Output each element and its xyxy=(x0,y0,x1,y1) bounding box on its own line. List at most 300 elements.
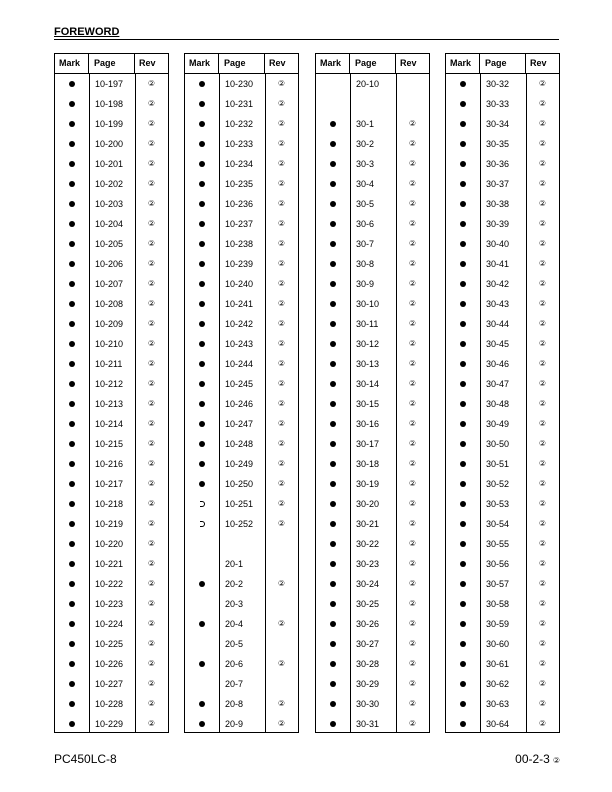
table-row xyxy=(185,474,298,494)
revision-cell: ② xyxy=(277,99,286,108)
page-number-cell: 10-242 xyxy=(225,319,254,329)
filled-circle-icon xyxy=(69,481,75,487)
revision-cell: ② xyxy=(277,579,286,588)
table-row xyxy=(446,254,559,274)
page-number: 00-2-3 xyxy=(515,752,550,766)
change-mark xyxy=(55,694,89,714)
filled-circle-icon xyxy=(460,341,466,347)
table-row xyxy=(185,594,298,614)
table-row xyxy=(316,354,429,374)
filled-circle-icon xyxy=(69,121,75,127)
change-mark xyxy=(316,214,350,234)
page-number-cell: 30-32 xyxy=(486,79,510,89)
change-mark xyxy=(185,514,219,534)
page-number-cell: 30-45 xyxy=(486,339,510,349)
table-row xyxy=(55,594,168,614)
table-row xyxy=(446,74,559,94)
revision-cell: ② xyxy=(408,479,417,488)
change-mark xyxy=(446,234,480,254)
table-row xyxy=(446,114,559,134)
table-row xyxy=(316,134,429,154)
filled-circle-icon xyxy=(330,621,336,627)
revision-cell: ② xyxy=(408,559,417,568)
change-mark xyxy=(316,294,350,314)
filled-circle-icon xyxy=(199,221,205,227)
revision-cell: ② xyxy=(147,519,156,528)
revision-cell: ② xyxy=(408,139,417,148)
revision-cell: ② xyxy=(147,339,156,348)
footer-page-number xyxy=(515,752,560,766)
column-header-page: Page xyxy=(219,54,265,73)
revision-cell: ② xyxy=(538,359,547,368)
revision-cell: ② xyxy=(147,319,156,328)
filled-circle-icon xyxy=(69,701,75,707)
table-row xyxy=(185,74,298,94)
table-row xyxy=(55,674,168,694)
change-mark xyxy=(185,474,219,494)
page-number-cell: 10-225 xyxy=(95,639,124,649)
page-number-cell: 10-207 xyxy=(95,279,124,289)
table-row xyxy=(55,654,168,674)
page-number-cell: 10-245 xyxy=(225,379,254,389)
change-mark xyxy=(446,414,480,434)
change-mark xyxy=(185,394,219,414)
column-header-mark: Mark xyxy=(446,54,480,73)
revision-cell: ② xyxy=(538,299,547,308)
revision-cell: ② xyxy=(147,219,156,228)
page-number-cell: 30-43 xyxy=(486,299,510,309)
revision-cell: ② xyxy=(538,659,547,668)
table-row xyxy=(55,694,168,714)
revision-cell: ② xyxy=(408,299,417,308)
change-mark xyxy=(316,254,350,274)
change-mark xyxy=(446,454,480,474)
change-mark xyxy=(55,174,89,194)
table-row xyxy=(446,454,559,474)
page-number-cell: 30-38 xyxy=(486,199,510,209)
table-row xyxy=(316,574,429,594)
page-number-cell: 30-24 xyxy=(356,579,380,589)
revision-cell: ② xyxy=(538,619,547,628)
table-row xyxy=(55,354,168,374)
page-number-cell: 10-203 xyxy=(95,199,124,209)
revision-cell: ② xyxy=(147,199,156,208)
table-row xyxy=(55,214,168,234)
revision-cell: ② xyxy=(277,499,286,508)
revision-cell: ② xyxy=(277,159,286,168)
revision-cell: ② xyxy=(538,639,547,648)
filled-circle-icon xyxy=(330,261,336,267)
revision-cell: ② xyxy=(538,119,547,128)
change-mark xyxy=(55,674,89,694)
table-row xyxy=(316,94,429,114)
filled-circle-icon xyxy=(69,601,75,607)
table-row xyxy=(446,694,559,714)
change-mark xyxy=(55,654,89,674)
revision-cell: ② xyxy=(538,499,547,508)
table-row xyxy=(55,294,168,314)
filled-circle-icon xyxy=(69,541,75,547)
filled-circle-icon xyxy=(199,201,205,207)
change-mark xyxy=(185,234,219,254)
change-mark xyxy=(316,574,350,594)
revision-cell: ② xyxy=(408,359,417,368)
table-row xyxy=(446,574,559,594)
table-row xyxy=(55,194,168,214)
table-row xyxy=(446,634,559,654)
page-number-cell: 20-10 xyxy=(356,79,380,89)
table-row xyxy=(55,374,168,394)
revision-cell: ② xyxy=(147,139,156,148)
table-row xyxy=(55,434,168,454)
change-mark xyxy=(185,334,219,354)
table-body xyxy=(55,74,168,732)
revision-cell: ② xyxy=(147,719,156,728)
revision-cell: ② xyxy=(147,599,156,608)
filled-circle-icon xyxy=(460,721,466,727)
filled-circle-icon xyxy=(69,261,75,267)
change-mark xyxy=(446,254,480,274)
page-number-cell: 30-64 xyxy=(486,719,510,729)
revision-cell: ② xyxy=(538,239,547,248)
filled-circle-icon xyxy=(69,301,75,307)
filled-circle-icon xyxy=(69,321,75,327)
change-mark xyxy=(446,274,480,294)
change-mark xyxy=(446,654,480,674)
table-row xyxy=(316,154,429,174)
table-body xyxy=(185,74,298,732)
table-row xyxy=(316,254,429,274)
change-mark xyxy=(185,654,219,674)
change-mark xyxy=(55,474,89,494)
page-number-cell: 30-7 xyxy=(356,239,375,249)
table-row xyxy=(446,714,559,734)
change-mark xyxy=(55,354,89,374)
table-row xyxy=(316,334,429,354)
table-header xyxy=(55,54,168,74)
page-number-cell: 10-212 xyxy=(95,379,124,389)
filled-circle-icon xyxy=(460,301,466,307)
revision-cell: ② xyxy=(147,379,156,388)
filled-circle-icon xyxy=(330,221,336,227)
change-mark xyxy=(185,374,219,394)
revision-cell: ② xyxy=(538,159,547,168)
filled-circle-icon xyxy=(199,241,205,247)
revision-cell: ② xyxy=(147,99,156,108)
page-number-cell: 30-47 xyxy=(486,379,510,389)
filled-circle-icon xyxy=(330,601,336,607)
change-mark xyxy=(185,434,219,454)
change-mark xyxy=(446,294,480,314)
table-row xyxy=(55,234,168,254)
revision-cell: ② xyxy=(147,659,156,668)
table-row xyxy=(316,494,429,514)
change-mark xyxy=(55,294,89,314)
page-number-cell: 30-25 xyxy=(356,599,380,609)
page-number-cell: 30-13 xyxy=(356,359,380,369)
table-row xyxy=(316,614,429,634)
change-mark xyxy=(55,634,89,654)
table-row xyxy=(185,194,298,214)
page-number-cell: 10-250 xyxy=(225,479,254,489)
table-row xyxy=(55,174,168,194)
change-mark xyxy=(185,574,219,594)
filled-circle-icon xyxy=(460,181,466,187)
page-number-cell: 30-10 xyxy=(356,299,380,309)
revision-cell: ② xyxy=(538,279,547,288)
change-mark xyxy=(446,534,480,554)
table-row xyxy=(446,434,559,454)
column-header-mark: Mark xyxy=(55,54,89,73)
change-mark xyxy=(316,334,350,354)
table-row xyxy=(446,314,559,334)
table-row xyxy=(55,134,168,154)
revision-cell: ② xyxy=(538,719,547,728)
page-number-cell: 30-39 xyxy=(486,219,510,229)
page-number-cell: 10-228 xyxy=(95,699,124,709)
change-mark xyxy=(55,374,89,394)
revision-cell: ② xyxy=(277,139,286,148)
revision-cell: ② xyxy=(538,579,547,588)
filled-circle-icon xyxy=(69,721,75,727)
table-row xyxy=(316,294,429,314)
filled-circle-icon xyxy=(69,161,75,167)
revision-cell: ② xyxy=(147,499,156,508)
change-mark xyxy=(185,254,219,274)
table-row xyxy=(316,414,429,434)
filled-circle-icon xyxy=(199,421,205,427)
revision-cell: ② xyxy=(277,359,286,368)
revision-cell: ② xyxy=(408,719,417,728)
filled-circle-icon xyxy=(460,381,466,387)
filled-circle-icon xyxy=(460,681,466,687)
page-number-cell: 10-247 xyxy=(225,419,254,429)
filled-circle-icon xyxy=(199,441,205,447)
page-number-cell: 30-8 xyxy=(356,259,375,269)
table-row xyxy=(55,394,168,414)
page-number-cell: 10-219 xyxy=(95,519,124,529)
revision-cell: ② xyxy=(277,179,286,188)
page-number-cell: 20-2 xyxy=(225,579,244,589)
table-row xyxy=(185,214,298,234)
change-mark xyxy=(316,714,350,734)
change-mark xyxy=(55,114,89,134)
revision-cell: ② xyxy=(408,519,417,528)
revision-cell: ② xyxy=(147,279,156,288)
change-mark xyxy=(55,274,89,294)
filled-circle-icon xyxy=(69,441,75,447)
page-number-cell: 30-46 xyxy=(486,359,510,369)
page-number-cell: 30-31 xyxy=(356,719,380,729)
revision-cell: ② xyxy=(538,79,547,88)
revision-cell: ② xyxy=(277,339,286,348)
change-mark xyxy=(185,214,219,234)
revision-cell: ② xyxy=(147,479,156,488)
page-number-cell: 20-4 xyxy=(225,619,244,629)
page-number-cell: 10-197 xyxy=(95,79,124,89)
change-mark xyxy=(185,354,219,374)
page-number-cell: 30-4 xyxy=(356,179,375,189)
filled-circle-icon xyxy=(69,521,75,527)
table-row xyxy=(185,94,298,114)
table-row xyxy=(55,114,168,134)
change-mark xyxy=(185,194,219,214)
page-number-cell: 10-216 xyxy=(95,459,124,469)
change-mark xyxy=(446,674,480,694)
change-mark xyxy=(55,154,89,174)
change-mark xyxy=(446,514,480,534)
change-mark xyxy=(55,214,89,234)
column-header-page: Page xyxy=(480,54,526,73)
table-row xyxy=(316,694,429,714)
revision-cell: ② xyxy=(408,379,417,388)
page-number-cell: 30-52 xyxy=(486,479,510,489)
page-number-cell: 10-248 xyxy=(225,439,254,449)
change-mark xyxy=(446,374,480,394)
table-row xyxy=(55,314,168,334)
filled-circle-icon xyxy=(330,501,336,507)
table-row xyxy=(185,434,298,454)
change-mark xyxy=(185,114,219,134)
table-row xyxy=(55,494,168,514)
revision-cell: ② xyxy=(147,459,156,468)
revision-cell: ② xyxy=(277,219,286,228)
page-number-cell: 10-209 xyxy=(95,319,124,329)
revision-cell: ② xyxy=(277,259,286,268)
page-number-cell: 10-230 xyxy=(225,79,254,89)
filled-circle-icon xyxy=(460,161,466,167)
table-row xyxy=(446,554,559,574)
page-number-cell: 30-3 xyxy=(356,159,375,169)
revision-cell: ② xyxy=(408,699,417,708)
column-header-rev: Rev xyxy=(269,58,286,68)
filled-circle-icon xyxy=(460,281,466,287)
revision-cell: ② xyxy=(408,659,417,668)
change-mark xyxy=(55,254,89,274)
change-mark xyxy=(316,474,350,494)
filled-circle-icon xyxy=(199,321,205,327)
table-row xyxy=(316,374,429,394)
revision-cell: ② xyxy=(277,79,286,88)
table-row xyxy=(185,574,298,594)
revision-cell: ② xyxy=(408,419,417,428)
revision-cell: ② xyxy=(538,679,547,688)
filled-circle-icon xyxy=(199,661,205,667)
page-number-cell: 10-224 xyxy=(95,619,124,629)
filled-circle-icon xyxy=(69,681,75,687)
table-row xyxy=(55,154,168,174)
change-mark xyxy=(55,594,89,614)
table-row xyxy=(55,274,168,294)
table-row xyxy=(55,334,168,354)
revision-cell: ② xyxy=(147,679,156,688)
change-mark xyxy=(185,494,219,514)
page-number-cell: 10-200 xyxy=(95,139,124,149)
page-number-cell: 30-50 xyxy=(486,439,510,449)
page-number-cell: 10-234 xyxy=(225,159,254,169)
change-mark xyxy=(55,394,89,414)
table-row xyxy=(316,114,429,134)
revision-cell: ② xyxy=(408,259,417,268)
table-row xyxy=(185,414,298,434)
change-mark xyxy=(316,274,350,294)
revision-cell: ② xyxy=(147,399,156,408)
table-row xyxy=(55,254,168,274)
filled-circle-icon xyxy=(69,141,75,147)
revision-cell: ② xyxy=(538,559,547,568)
change-mark xyxy=(446,714,480,734)
filled-circle-icon xyxy=(330,441,336,447)
page-number-cell: 30-42 xyxy=(486,279,510,289)
change-mark xyxy=(446,634,480,654)
filled-circle-icon xyxy=(460,641,466,647)
page-number-cell: 10-221 xyxy=(95,559,124,569)
filled-circle-icon xyxy=(69,181,75,187)
change-mark xyxy=(55,514,89,534)
page-number-cell: 10-218 xyxy=(95,499,124,509)
filled-circle-icon xyxy=(69,281,75,287)
column-header-page: Page xyxy=(350,54,396,73)
revision-cell: ② xyxy=(538,699,547,708)
change-mark xyxy=(55,314,89,334)
revision-cell: ② xyxy=(408,179,417,188)
filled-circle-icon xyxy=(69,561,75,567)
revision-cell: ② xyxy=(538,399,547,408)
change-mark xyxy=(316,354,350,374)
table-row xyxy=(185,634,298,654)
filled-circle-icon xyxy=(69,241,75,247)
column-header-mark: Mark xyxy=(185,54,219,73)
filled-circle-icon xyxy=(330,521,336,527)
page-revision-mark: ② xyxy=(552,756,560,765)
revision-cell: ② xyxy=(538,259,547,268)
change-mark xyxy=(185,154,219,174)
page-number-cell: 20-8 xyxy=(225,699,244,709)
table-row xyxy=(446,94,559,114)
table-row xyxy=(446,334,559,354)
filled-circle-icon xyxy=(330,701,336,707)
change-mark xyxy=(185,274,219,294)
page-number-cell: 10-235 xyxy=(225,179,254,189)
revision-cell: ② xyxy=(277,319,286,328)
revision-cell: ② xyxy=(277,299,286,308)
change-mark xyxy=(55,334,89,354)
change-mark xyxy=(446,334,480,354)
page-number-cell: 30-1 xyxy=(356,119,375,129)
table-row xyxy=(185,234,298,254)
table-row xyxy=(185,314,298,334)
revision-cell: ② xyxy=(408,279,417,288)
revision-cell: ② xyxy=(408,339,417,348)
page-number-cell: 30-36 xyxy=(486,159,510,169)
filled-circle-icon xyxy=(199,341,205,347)
table-row xyxy=(446,174,559,194)
change-mark xyxy=(316,654,350,674)
change-mark xyxy=(55,534,89,554)
revision-cell: ② xyxy=(408,459,417,468)
page-number-cell: 30-16 xyxy=(356,419,380,429)
page-number-cell: 30-18 xyxy=(356,459,380,469)
change-mark xyxy=(446,134,480,154)
page-number-cell: 10-249 xyxy=(225,459,254,469)
table-row xyxy=(185,114,298,134)
filled-circle-icon xyxy=(199,721,205,727)
page-number-cell: 10-233 xyxy=(225,139,254,149)
table-body xyxy=(316,74,429,732)
page-number-cell: 30-5 xyxy=(356,199,375,209)
table-row xyxy=(316,234,429,254)
page-number-cell: 30-62 xyxy=(486,679,510,689)
